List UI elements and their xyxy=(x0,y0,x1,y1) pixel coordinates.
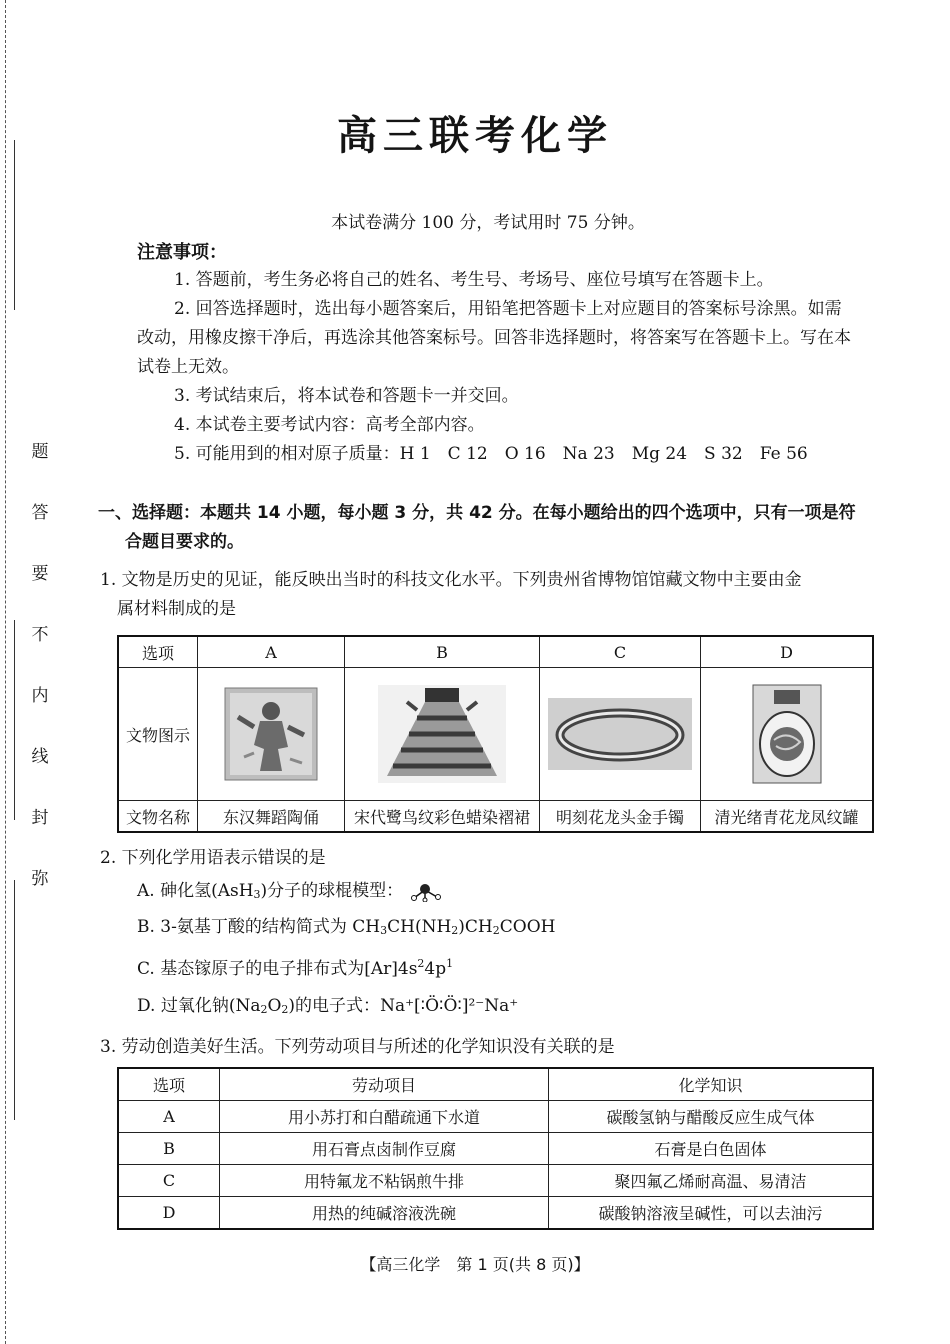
table-cell: 文物图示 xyxy=(118,668,198,801)
margin-warning-text xyxy=(28,440,52,928)
subscript: 3 xyxy=(253,888,261,901)
artifact-image-b xyxy=(345,668,540,801)
option-c xyxy=(137,952,857,981)
notice-item: 1. 答题前，考生务必将自己的姓名、考生号、考场号、座位号填写在答题卡上。 xyxy=(174,270,774,290)
question-line: 属材料制成的是 xyxy=(117,599,236,619)
table-row xyxy=(118,1133,873,1165)
artifact-image-d xyxy=(701,668,874,801)
table-cell: 文物名称 xyxy=(118,801,198,833)
table-cell: 选项 xyxy=(118,1068,220,1101)
notice-item: 4. 本试卷主要考试内容：高考全部内容。 xyxy=(174,415,485,435)
option-b xyxy=(137,915,857,943)
fill-rule xyxy=(14,620,15,820)
page-footer: 【高三化学 第 1 页(共 8 页)】 xyxy=(360,1255,590,1274)
table-cell: 劳动项目 xyxy=(220,1068,549,1101)
superscript: 1 xyxy=(446,957,454,970)
gold-bracelet-icon xyxy=(547,697,693,771)
margin-char: 弥 xyxy=(31,869,49,889)
table-cell: C xyxy=(540,636,701,668)
option-text: CH(NH xyxy=(387,917,452,937)
subscript: 2 xyxy=(281,1003,289,1016)
table-cell: B xyxy=(345,636,540,668)
table-cell: 化学知识 xyxy=(549,1068,874,1101)
table-cell: 用石膏点卤制作豆腐 xyxy=(220,1133,549,1165)
table-cell: 选项 xyxy=(118,636,198,668)
section-line: 一、选择题：本题共 14 小题，每小题 3 分，共 42 分。在每小题给出的四个选项中，只有一项是符 xyxy=(98,503,856,523)
margin-char: 题 xyxy=(31,442,49,462)
table-cell: 聚四氟乙烯耐高温、易清洁 xyxy=(549,1165,874,1197)
notice-item: 3. 考试结束后，将本试卷和答题卡一并交回。 xyxy=(174,386,519,406)
fill-rule xyxy=(14,880,15,1120)
table-header-row xyxy=(118,1068,873,1101)
section-heading xyxy=(98,499,880,557)
table-cell: D xyxy=(118,1197,220,1230)
table-row xyxy=(118,1165,873,1197)
option-text: 4p xyxy=(424,959,447,979)
artifact-image-c xyxy=(540,668,701,801)
margin-char: 封 xyxy=(31,808,49,828)
notice-item: 2. 回答选择题时，选出每小题答案后，用铅笔把答题卡上对应题目的答案标号涂黑。如需改动，用橡皮擦干净后，再选涂其他答案标号。回答非选择题时，将答案写在答题卡上。写在本试卷上无效。 xyxy=(137,299,851,377)
table-row xyxy=(118,801,873,833)
cut-line xyxy=(5,0,7,1344)
table-cell: C xyxy=(118,1165,220,1197)
binding-margin xyxy=(0,0,60,1344)
table-cell: 用特氟龙不粘锅煎牛排 xyxy=(220,1165,549,1197)
margin-char: 内 xyxy=(31,686,49,706)
question-3-stem: 3. 劳动创造美好生活。下列劳动项目与所述的化学知识没有关联的是 xyxy=(100,1037,615,1057)
notice-heading: 注意事项： xyxy=(137,242,227,263)
subscript: 2 xyxy=(260,1003,268,1016)
table-cell: 宋代鹭鸟纹彩色蜡染褶裙 xyxy=(345,801,540,833)
option-text: COOH xyxy=(499,917,556,937)
table-cell: 石膏是白色固体 xyxy=(549,1133,874,1165)
artifact-table xyxy=(117,635,874,833)
option-text: D. 过氧化钠(Na xyxy=(137,996,261,1016)
artifact-image-a xyxy=(198,668,345,801)
table-cell: 东汉舞蹈陶俑 xyxy=(198,801,345,833)
margin-char: 答 xyxy=(31,503,49,523)
question-line: 1. 文物是历史的见证，能反映出当时的科技文化水平。下列贵州省博物馆馆藏文物中主要由金 xyxy=(100,570,802,590)
option-a xyxy=(137,879,857,907)
electron-formula: Na⁺[∶Ö∶Ö∶]²⁻Na⁺ xyxy=(380,996,519,1016)
option-text: A. 砷化氢(AsH xyxy=(137,881,254,901)
subscript: 2 xyxy=(451,924,459,937)
exam-info: 本试卷满分 100 分，考试用时 75 分钟。 xyxy=(331,213,645,233)
table-row xyxy=(118,668,873,801)
question-1-stem xyxy=(100,566,882,624)
margin-char: 不 xyxy=(31,625,49,645)
labor-knowledge-table xyxy=(117,1067,874,1230)
table-cell: 明刻花龙头金手镯 xyxy=(540,801,701,833)
option-text: )分子的球棍模型： xyxy=(260,881,404,901)
table-cell: 碳酸钠溶液呈碱性，可以去油污 xyxy=(549,1197,874,1230)
notice-item: 5. 可能用到的相对原子质量：H 1 C 12 O 16 Na 23 Mg 24 S 32 Fe 56 xyxy=(174,444,808,464)
ball-stick-model-icon xyxy=(409,882,443,902)
table-cell: A xyxy=(198,636,345,668)
table-cell: B xyxy=(118,1133,220,1165)
pleated-skirt-icon xyxy=(377,684,507,784)
margin-char: 要 xyxy=(31,564,49,584)
superscript: 2 xyxy=(417,957,425,970)
table-row xyxy=(118,1101,873,1133)
table-row xyxy=(118,1197,873,1230)
section-line: 合题目要求的。 xyxy=(125,532,244,552)
table-cell: 用热的纯碱溶液洗碗 xyxy=(220,1197,549,1230)
subscript: 2 xyxy=(492,924,500,937)
option-text: )CH xyxy=(458,917,493,937)
option-text: )的电子式： xyxy=(288,996,381,1016)
margin-char: 线 xyxy=(31,747,49,767)
notice-list xyxy=(137,266,857,469)
table-cell: 碳酸氢钠与醋酸反应生成气体 xyxy=(549,1101,874,1133)
option-text: O xyxy=(267,996,282,1016)
subscript: 3 xyxy=(380,924,388,937)
option-text: C. 基态镓原子的电子排布式为[Ar]4s xyxy=(137,959,418,979)
porcelain-jar-icon xyxy=(752,684,822,784)
table-cell: D xyxy=(701,636,874,668)
option-text: B. 3-氨基丁酸的结构简式为 CH xyxy=(137,917,381,937)
table-cell: A xyxy=(118,1101,220,1133)
table-header-row xyxy=(118,636,873,668)
page-title: 高三联考化学 xyxy=(337,113,613,159)
pottery-figurine-icon xyxy=(224,687,318,781)
table-cell: 用小苏打和白醋疏通下水道 xyxy=(220,1101,549,1133)
option-d xyxy=(137,994,857,1022)
table-cell: 清光绪青花龙凤纹罐 xyxy=(701,801,874,833)
question-2-stem: 2. 下列化学用语表示错误的是 xyxy=(100,848,326,868)
